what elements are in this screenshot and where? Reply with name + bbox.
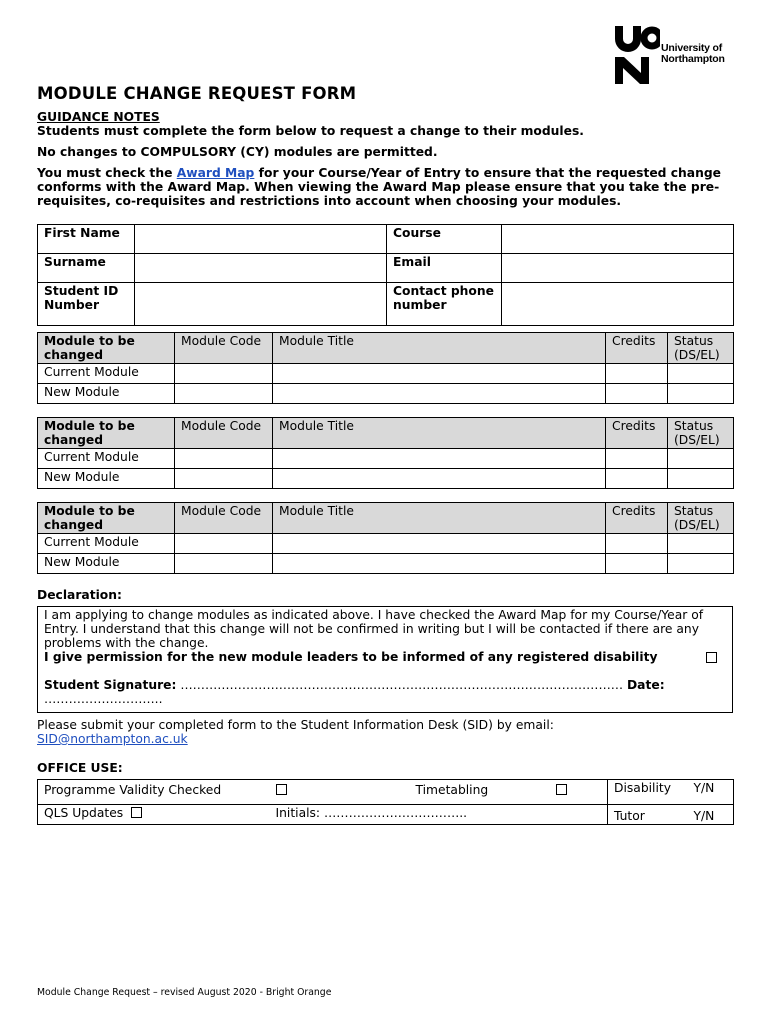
current-module-code-field[interactable] <box>175 364 273 384</box>
new-module-label: New Module <box>38 384 175 404</box>
module-code-header: Module Code <box>175 333 273 364</box>
module-table-1 <box>37 332 734 404</box>
guidance-p3-start: You must check the <box>37 166 177 180</box>
new-module-credits-field[interactable] <box>606 554 668 574</box>
current-module-status-field[interactable] <box>668 364 734 384</box>
submit-instructions <box>37 718 554 746</box>
contact-phone-field[interactable] <box>502 283 734 326</box>
disability-permission <box>44 650 726 664</box>
new-module-code-field[interactable] <box>175 469 273 489</box>
office-use-label: OFFICE USE: <box>37 761 123 775</box>
signature-label: Student Signature: <box>44 678 177 692</box>
timetabling-check-cell <box>550 780 608 805</box>
current-module-code-field[interactable] <box>175 534 273 554</box>
footer-text: Module Change Request – revised August 2020 - Bright Orange <box>37 987 332 998</box>
signature-line <box>44 678 726 706</box>
module-table-2 <box>37 417 734 489</box>
current-module-status-field[interactable] <box>668 449 734 469</box>
module-to-change-header: Module to be changed <box>38 503 175 534</box>
declaration-label: Declaration: <box>37 588 122 602</box>
submit-text: Please submit your completed form to the Student Information Desk (SID) by email: <box>37 718 554 732</box>
logo-line-1: University of <box>661 42 722 54</box>
uon-logo-mark <box>614 25 660 85</box>
timetabling-label: Timetabling <box>410 780 550 805</box>
credits-header: Credits <box>606 333 668 364</box>
new-module-title-field[interactable] <box>273 469 606 489</box>
guidance-p3 <box>37 166 737 208</box>
module-title-header: Module Title <box>273 503 606 534</box>
current-module-credits-field[interactable] <box>606 534 668 554</box>
programme-validity-check-cell <box>270 780 410 805</box>
current-module-title-field[interactable] <box>273 449 606 469</box>
initials-field[interactable]: Initials: …………………………….. <box>270 805 608 825</box>
new-module-code-field[interactable] <box>175 384 273 404</box>
disability-yn[interactable]: Y/N <box>688 780 734 805</box>
qls-updates-checkbox[interactable] <box>131 807 142 818</box>
module-to-change-header: Module to be changed <box>38 418 175 449</box>
first-name-field[interactable] <box>135 225 387 254</box>
declaration-box <box>37 606 733 713</box>
surname-field[interactable] <box>135 254 387 283</box>
new-module-status-field[interactable] <box>668 469 734 489</box>
university-logo <box>614 25 736 85</box>
current-module-status-field[interactable] <box>668 534 734 554</box>
date-field[interactable]: ……………………….. <box>44 692 163 706</box>
award-map-link[interactable]: Award Map <box>176 166 255 180</box>
module-to-change-header: Module to be changed <box>38 333 175 364</box>
tutor-yn[interactable]: Y/N <box>688 805 734 825</box>
qls-updates-cell <box>38 805 270 825</box>
signature-field[interactable]: ……………………………………………………………………………………………… <box>180 678 624 692</box>
sid-email-link[interactable]: SID@northampton.ac.uk <box>37 732 188 746</box>
date-label: Date: <box>626 678 665 692</box>
current-module-credits-field[interactable] <box>606 449 668 469</box>
guidance-p1: Students must complete the form below to request a change to their modules. <box>37 124 584 138</box>
status-header: Status (DS/EL) <box>668 333 734 364</box>
guidance-heading: GUIDANCE NOTES <box>37 110 160 124</box>
current-module-label: Current Module <box>38 364 175 384</box>
student-id-label: Student ID Number <box>38 283 135 326</box>
module-table-3 <box>37 502 734 574</box>
declaration-text: I am applying to change modules as indicated above. I have checked the Award Map for my Course/Year of Entry. I understand that this change will not be confirmed in writing but I will be contacted if there are any problems with the change. <box>44 608 704 650</box>
guidance-p2: No changes to COMPULSORY (CY) modules are permitted. <box>37 145 438 159</box>
course-label: Course <box>387 225 502 254</box>
current-module-title-field[interactable] <box>273 534 606 554</box>
form-title: MODULE CHANGE REQUEST FORM <box>37 84 357 103</box>
first-name-label: First Name <box>38 225 135 254</box>
status-header: Status (DS/EL) <box>668 503 734 534</box>
module-code-header: Module Code <box>175 503 273 534</box>
logo-line-2: Northampton <box>661 53 725 65</box>
new-module-label: New Module <box>38 469 175 489</box>
email-field[interactable] <box>502 254 734 283</box>
disability-permission-checkbox[interactable] <box>706 652 717 663</box>
module-code-header: Module Code <box>175 418 273 449</box>
guidance-p3-end: for your Course/Year of Entry to ensure that the requested change conforms with the Award Map. When viewing the Award Map please ensure that you take the pre-requisites, co-requisites and restrictions into account when choosing your modules. <box>37 166 722 208</box>
office-use-table <box>37 779 734 825</box>
course-field[interactable] <box>502 225 734 254</box>
qls-updates-label: QLS Updates <box>44 806 124 820</box>
timetabling-checkbox[interactable] <box>556 784 567 795</box>
guidance-notes <box>37 110 737 208</box>
contact-phone-label: Contact phone number <box>387 283 502 326</box>
current-module-code-field[interactable] <box>175 449 273 469</box>
current-module-title-field[interactable] <box>273 364 606 384</box>
university-name <box>661 43 725 65</box>
current-module-label: Current Module <box>38 534 175 554</box>
current-module-label: Current Module <box>38 449 175 469</box>
programme-validity-label: Programme Validity Checked <box>38 780 270 805</box>
surname-label: Surname <box>38 254 135 283</box>
student-details-table <box>37 224 734 326</box>
new-module-label: New Module <box>38 554 175 574</box>
new-module-title-field[interactable] <box>273 554 606 574</box>
disability-permission-text: I give permission for the new module leaders to be informed of any registered disability <box>44 650 658 664</box>
programme-validity-checkbox[interactable] <box>276 784 287 795</box>
new-module-title-field[interactable] <box>273 384 606 404</box>
new-module-status-field[interactable] <box>668 384 734 404</box>
disability-label: Disability <box>608 780 688 805</box>
student-id-field[interactable] <box>135 283 387 326</box>
current-module-credits-field[interactable] <box>606 364 668 384</box>
module-title-header: Module Title <box>273 418 606 449</box>
tutor-label: Tutor <box>608 805 688 825</box>
new-module-code-field[interactable] <box>175 554 273 574</box>
new-module-status-field[interactable] <box>668 554 734 574</box>
new-module-credits-field[interactable] <box>606 469 668 489</box>
credits-header: Credits <box>606 503 668 534</box>
module-title-header: Module Title <box>273 333 606 364</box>
status-header: Status (DS/EL) <box>668 418 734 449</box>
email-label: Email <box>387 254 502 283</box>
new-module-credits-field[interactable] <box>606 384 668 404</box>
credits-header: Credits <box>606 418 668 449</box>
